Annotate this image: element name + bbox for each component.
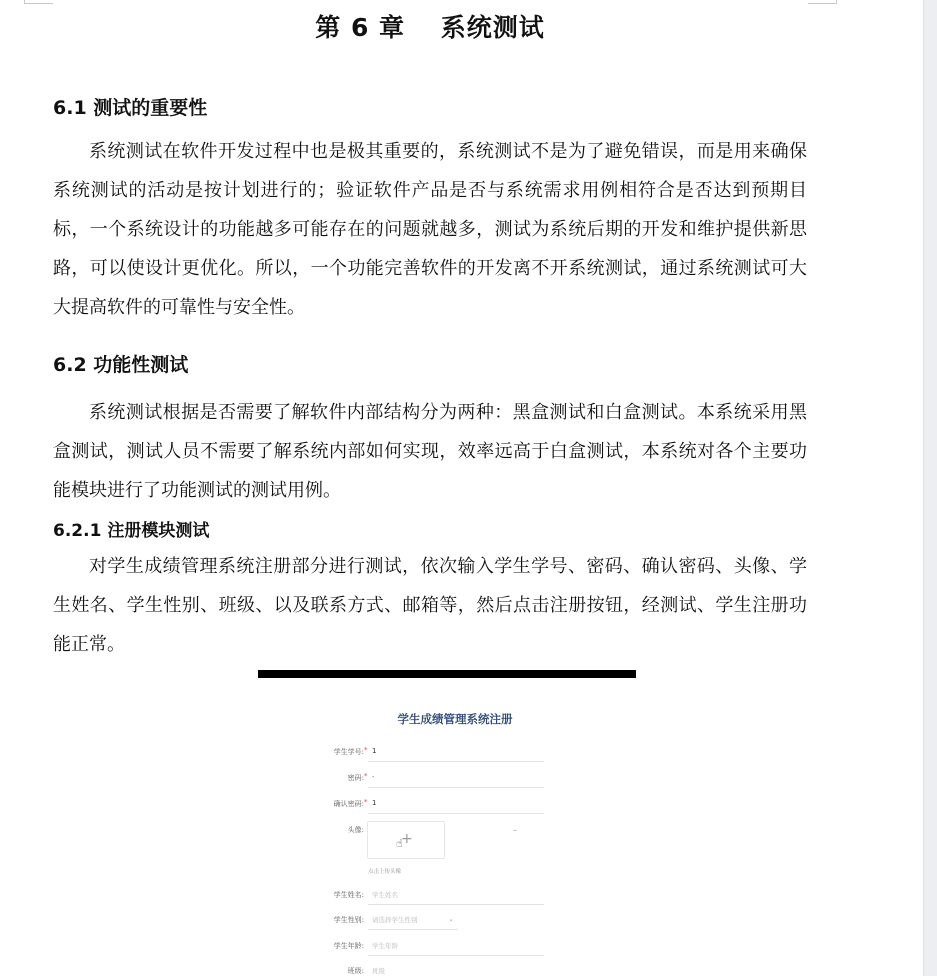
field-label: 学生姓名: [333,891,364,899]
field-label: 学生年龄: [333,942,364,950]
divider [513,830,517,831]
field-student-age [300,938,610,960]
student-name-input[interactable]: 学生姓名 [372,891,398,899]
scrollbar-track[interactable] [923,0,937,976]
input-underline [368,955,544,956]
section-heading-6-2: 6.2 功能性测试 [53,354,189,376]
hand-pointer-icon: ☝ [396,837,403,850]
student-gender-select[interactable] [368,914,458,930]
image-separator-bar [258,670,636,678]
crop-mark-left [24,0,53,4]
field-student-id [300,744,610,766]
field-label: 学生性别: [333,916,364,924]
confirm-password-input[interactable]: 1 [372,799,377,807]
student-id-input[interactable]: 1 [372,747,377,755]
input-underline [368,813,544,814]
form-title: 学生成绩管理系统注册 [397,712,513,726]
section-heading-6-1: 6.1 测试的重要性 [53,97,208,119]
student-age-input[interactable]: 学生年龄 [372,942,398,950]
required-mark: * [364,798,368,806]
subsection-paragraph-6-2-1: 对学生成绩管理系统注册部分进行测试，依次输入学生学号、密码、确认密码、头像、学生姓名、学生性别、班级、以及联系方式、邮箱等，然后点击注册按钮，经测试、学生注册功能正常。 [53,556,807,655]
avatar-upload-box[interactable] [367,821,445,859]
select-placeholder: 请选择学生性别 [372,916,418,924]
input-underline [368,787,544,788]
input-underline [368,904,544,905]
required-mark: * [364,772,368,780]
registration-screenshot-figure [300,700,610,976]
field-confirm-password [300,796,610,818]
field-avatar [300,822,610,847]
class-input[interactable]: 班级 [372,967,385,975]
field-label: 密码: [347,774,364,782]
field-student-gender [300,912,610,934]
required-mark: * [364,746,368,754]
field-label: 头像: [347,826,364,834]
field-student-name [300,887,610,909]
crop-mark-right [808,0,837,4]
field-label: 确认密码: [333,800,364,808]
password-input[interactable]: · [372,773,375,781]
chevron-down-icon: ⌄ [448,915,454,923]
field-label: 班级: [347,967,364,975]
field-label: 学生学号: [333,748,364,756]
field-password [300,770,610,792]
section-paragraph-6-2: 系统测试根据是否需要了解软件内部结构分为两种：黑盒测试和白盒测试。本系统采用黑盒测试，测试人员不需要了解系统内部如何实现，效率远高于白盒测试，本系统对各个主要功能模块进行了功能测试的测试用例。 [53,402,807,501]
chapter-title: 第 6 章 系统测试 [315,13,545,42]
field-class [300,963,610,976]
input-underline [368,761,544,762]
section-paragraph-6-1: 系统测试在软件开发过程中也是极其重要的，系统测试不是为了避免错误，而是用来确保系统测试的活动是按计划进行的；验证软件产品是否与系统需求用例相符合是否达到预期目标，一个系统设计的功能越多可能存在的问题就越多，测试为系统后期的开发和维护提供新思路，可以使设计更优化。所以，一个功能完善软件的开发离不开系统测试，通过系统测试可大大提高软件的可靠性与安全性。 [53,141,807,318]
subsection-heading-6-2-1: 6.2.1 注册模块测试 [53,521,210,541]
avatar-upload-hint: 点击上传头像 [368,869,402,875]
plus-icon: + [401,831,413,847]
